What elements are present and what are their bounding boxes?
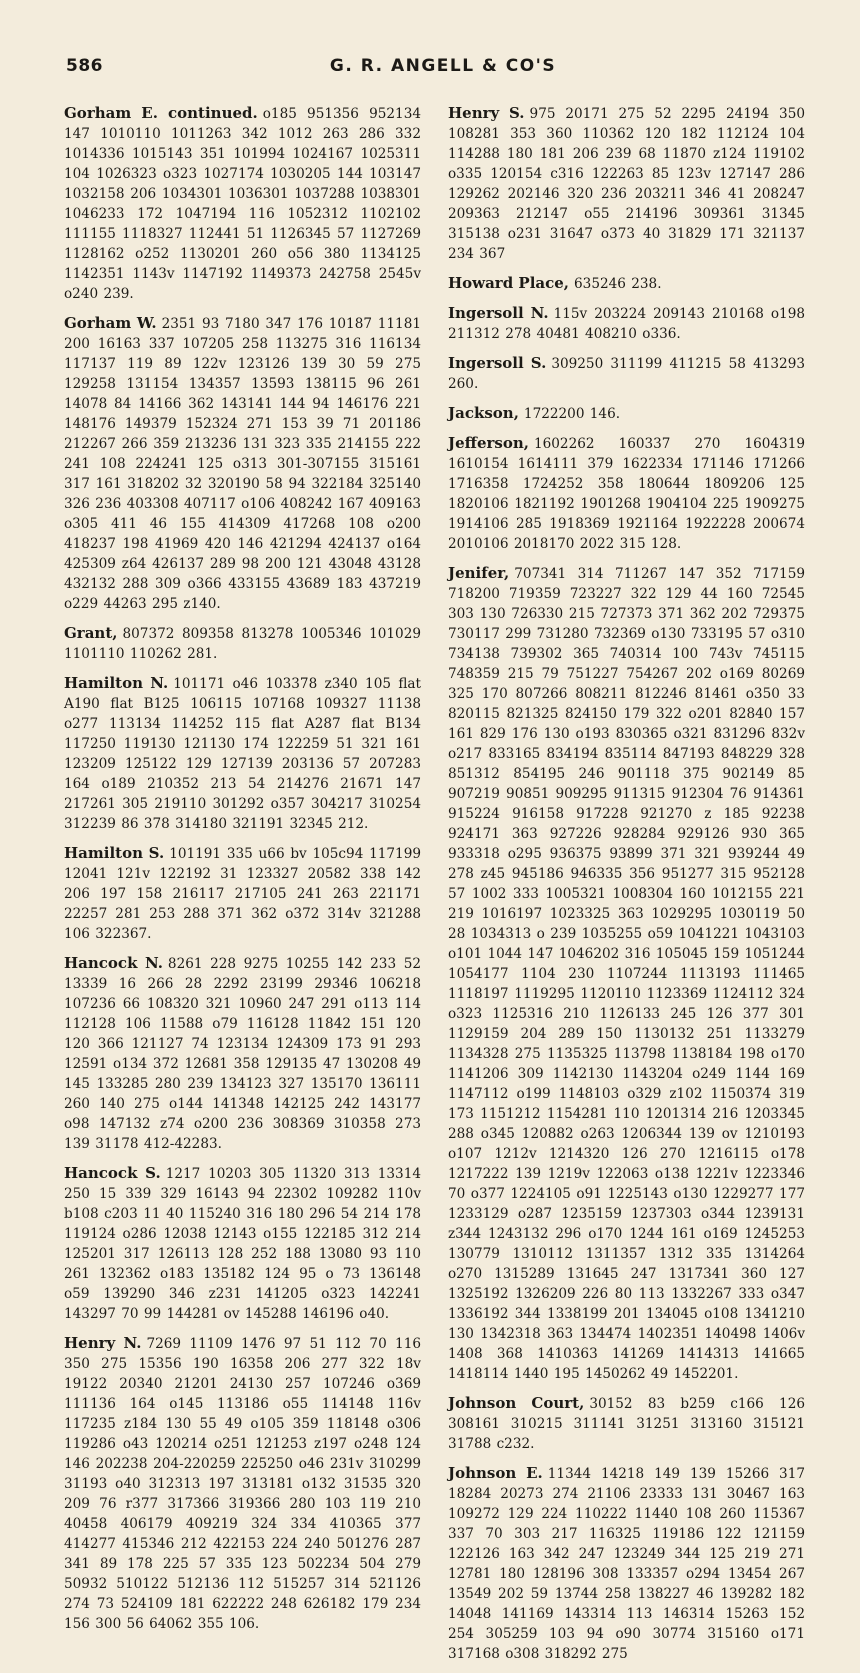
street-entry [448,563,805,1384]
street-entry [64,1333,421,1634]
street-name: Gorham W. [64,314,157,332]
street-name: Jackson, [448,404,519,422]
street-name: Johnson Court, [448,1394,585,1412]
street-entry [64,1163,421,1324]
house-numbers: 115v 203224 209143 210168 o198 211312 278 40481 408210 o336. [448,306,805,342]
street-name: Ingersoll S. [448,354,547,372]
street-entry [448,303,805,344]
street-name: Henry S. [448,104,525,122]
page-header [66,56,820,82]
street-name: Jefferson, [448,434,529,452]
street-name: Howard Place, [448,274,570,292]
street-entry [448,353,805,394]
street-name: Hancock N. [64,954,163,972]
house-numbers: 707341 314 711267 147 352 717159 718200 719359 723227 322 129 44 160 72545 303 130 726330 215 727373 371 362 202 729375 730117 299 731280 732369 o130 733195 57 o310 734138 739302 365 740314 100 743v 745115 748359 215 79 751227 754267 202 o169 80269 325 170 807266 808211 812246 81461 o350 33 820115 821325 824150 179 322 o201 82840 157 161 829 176 130 o193 830365 o321 831296 832v o217 833165 834194 835114 847193 848229 328 851312 854195 246 901118 375 902149 85 907219 90851 909295 911315 912304 76 914361 915224 916158 917228 921270 z 185 92238 924171 363 927226 928284 929126 930 365 933318 o295 936375 93899 371 321 939244 49 278 z45 945186 946335 356 951277 315 952128 57 1002 333 1005321 1008304 160 1012155 221 219 1016197 1023325 363 1029295 1030119 50 28 1034313 o 239 1035255 o59 1041221 1043103 o101 1044 147 1046202 316 105045 159 1051244 1054177 1104 230 1107244 1113193 111465 1118197 1119295 1120110 1123369 1124112 324 o323 1125316 210 1126133 245 126 377 301 1129159 204 289 150 1130132 251 1133279 1134328 275 1135325 113798 1138184 198 o170 1141206 309 1142130 1143204 o249 1144 169 1147112 o199 1148103 o329 z102 1150374 319 173 1151212 1154281 110 1201314 216 1203345 288 o345 120882 o263 1206344 139 ov 1210193 o107 1212v 1214320 126 270 1216115 o178 1217222 139 1219v 122063 o138 1221v 1223346 70 o377 1224105 o91 1225143 o130 1229277 177 1233129 o287 1235159 1237303 o344 1239131 z344 1243132 296 o170 1244 161 o169 1245253 130779 1310112 1311357 1312 335 1314264 o270 1315289 131645 247 1317341 360 127 1325192 1326209 226 80 113 1332267 333 o347 1336192 344 1338199 201 134045 o108 1341210 130 1342318 363 134474 1402351 140498 1406v 1408 368 1410363 141269 1414313 141665 1418114 1440 195 1450262 49 1452201. [448,566,805,1382]
street-entry [64,953,421,1154]
house-numbers: 2351 93 7180 347 176 10187 11181 200 16163 337 107205 258 113275 316 116134 117137 119 89 122v 123126 139 30 59 275 129258 131154 134357 13593 138115 96 261 14078 84 14166 362 143141 144 94 146176 221 148176 149379 152324 271 153 39 71 201186 212267 266 359 213236 131 323 335 214155 222 241 108 224241 125 o313 301-307155 315161 317 161 318202 32 320190 58 94 322184 325140 326 236 403308 407117 o106 408242 167 409163 o305 411 46 155 414309 417268 108 o200 418237 198 41969 420 146 421294 424137 o164 425309 z64 426137 289 98 200 121 43048 43128 432132 288 309 o366 433155 43689 183 437219 o229 44263 295 z140. [64,316,422,612]
street-name: Hancock S. [64,1164,161,1182]
house-numbers: o185 951356 952134 147 1010110 1011263 342 1012 263 286 332 1014336 1015143 351 101994 1024167 1025311 104 1026323 o323 1027174 1030205 144 103147 1032158 206 1034301 1036301 1037288 1038301 1046233 172 1047194 116 1052312 1102102 111155 1118327 112441 51 1126345 57 1127269 1128162 o252 1130201 260 o56 380 1134125 1142351 1143v 1147192 1149373 242758 2545v o240 239. [64,106,421,302]
street-entry [64,843,421,944]
house-numbers: 1602262 160337 270 1604319 1610154 1614111 379 1622334 171146 171266 1716358 1724252 358 180644 1809206 125 1820106 1821192 1901268 1904104 225 1909275 1914106 285 1918369 1921164 1922228 200674 2010106 2018170 2022 315 128. [448,436,805,552]
street-entry [448,273,805,294]
street-name: Hamilton S. [64,844,165,862]
house-numbers: 101191 335 u66 bv 105c94 117199 12041 121v 122192 31 123327 20582 338 142 206 197 158 216117 217105 241 263 221171 22257 281 253 288 371 362 o372 314v 321288 106 322367. [64,846,421,942]
street-name: Ingersoll N. [448,304,549,322]
street-name: Grant, [64,624,118,642]
house-numbers: 8261 228 9275 10255 142 233 52 13339 16 266 28 2292 23199 29346 106218 107236 66 108320 321 10960 247 291 o113 114 112128 106 11588 o79 116128 11842 151 120 120 366 121127 74 123134 124309 173 91 293 12591 o134 372 12681 358 129135 47 130208 49 145 133285 280 239 134123 327 135170 136111 260 140 275 o144 141348 142125 242 143177 o98 147132 z74 o200 236 308369 310358 273 139 31178 412-42283. [64,956,421,1152]
street-name: Johnson E. [448,1464,543,1482]
house-numbers: 101171 o46 103378 z340 105 flat A190 flat B125 106115 107168 109327 11138 o277 113134 114252 115 flat A287 flat B134 117250 119130 121130 174 122259 51 321 161 123209 125122 129 127139 203136 57 207283 164 o189 210352 213 54 214276 21671 147 217261 305 219110 301292 o357 304217 310254 312239 86 378 314180 321191 32345 212. [64,676,421,832]
right-column [448,103,805,1673]
street-entry [448,403,805,424]
house-numbers: 30152 83 b259 c166 126 308161 310215 311141 31251 313160 315121 31788 c232. [448,1396,805,1452]
street-name: Gorham E. continued. [64,104,258,122]
house-numbers: 807372 809358 813278 1005346 101029 1101110 110262 281. [64,626,421,662]
left-column [64,103,421,1643]
page-number: 586 [66,56,103,76]
street-entry [448,433,805,554]
street-entry [448,1393,805,1454]
house-numbers: 1722200 146. [523,406,621,422]
house-numbers: 309250 311199 411215 58 413293 260. [448,356,805,392]
street-entry [64,623,421,664]
street-entry [448,103,805,264]
street-name: Jenifer, [448,564,510,582]
street-name: Hamilton N. [64,674,169,692]
house-numbers: 975 20171 275 52 2295 24194 350 108281 353 360 110362 120 182 112124 104 114288 180 181 206 239 68 11870 z124 119102 o335 120154 c316 122263 85 123v 127147 286 129262 202146 320 236 203211 346 41 208247 209363 212147 o55 214196 309361 31345 315138 o231 31647 o373 40 31829 171 321137 234 367 [448,106,806,262]
street-entry [64,313,421,614]
house-numbers: 635246 238. [574,276,662,292]
street-entry [448,1463,805,1664]
house-numbers: 7269 11109 1476 97 51 112 70 116 350 275 15356 190 16358 206 277 322 18v 19122 20340 21201 24130 257 107246 o369 111136 164 o145 113186 o55 114148 116v 117235 z184 130 55 49 o105 359 118148 o306 119286 o43 120214 o251 121253 z197 o248 124 146 202238 204-220259 225250 o46 231v 310299 31193 o40 312313 197 313181 o132 31535 320 209 76 r377 317366 319366 280 103 119 210 40458 406179 409219 324 334 410365 377 414277 415346 212 422153 224 240 501276 287 341 89 178 225 57 335 123 502234 504 279 50932 510122 512136 112 515257 314 521126 274 73 524109 181 622222 248 626182 179 234 156 300 56 64062 355 106. [64,1336,422,1632]
house-numbers: 1217 10203 305 11320 313 13314 250 15 339 329 16143 94 22302 109282 110v b108 c203 11 40 115240 316 180 296 54 214 178 119124 o286 12038 12143 o155 122185 312 214 125201 317 126113 128 252 188 13080 93 110 261 132362 o183 135182 124 95 o 73 136148 o59 139290 346 z231 141205 o323 142241 143297 70 99 144281 ov 145288 146196 o40. [64,1166,421,1322]
street-name: Henry N. [64,1334,142,1352]
street-entry [64,673,421,834]
street-entry [64,103,421,304]
running-head: G. R. ANGELL & CO'S [329,56,557,76]
house-numbers: 11344 14218 149 139 15266 317 18284 20273 274 21106 23333 131 30467 163 109272 129 224 110222 11440 108 260 115367 337 70 303 217 116325 119186 122 121159 122126 163 342 247 123249 344 125 219 271 12781 180 128196 308 133357 o294 13454 267 13549 202 59 13744 258 138227 46 139282 182 14048 141169 143314 113 146314 15263 152 254 305259 103 94 o90 30774 315160 o171 317168 o308 318292 275 [448,1466,805,1662]
